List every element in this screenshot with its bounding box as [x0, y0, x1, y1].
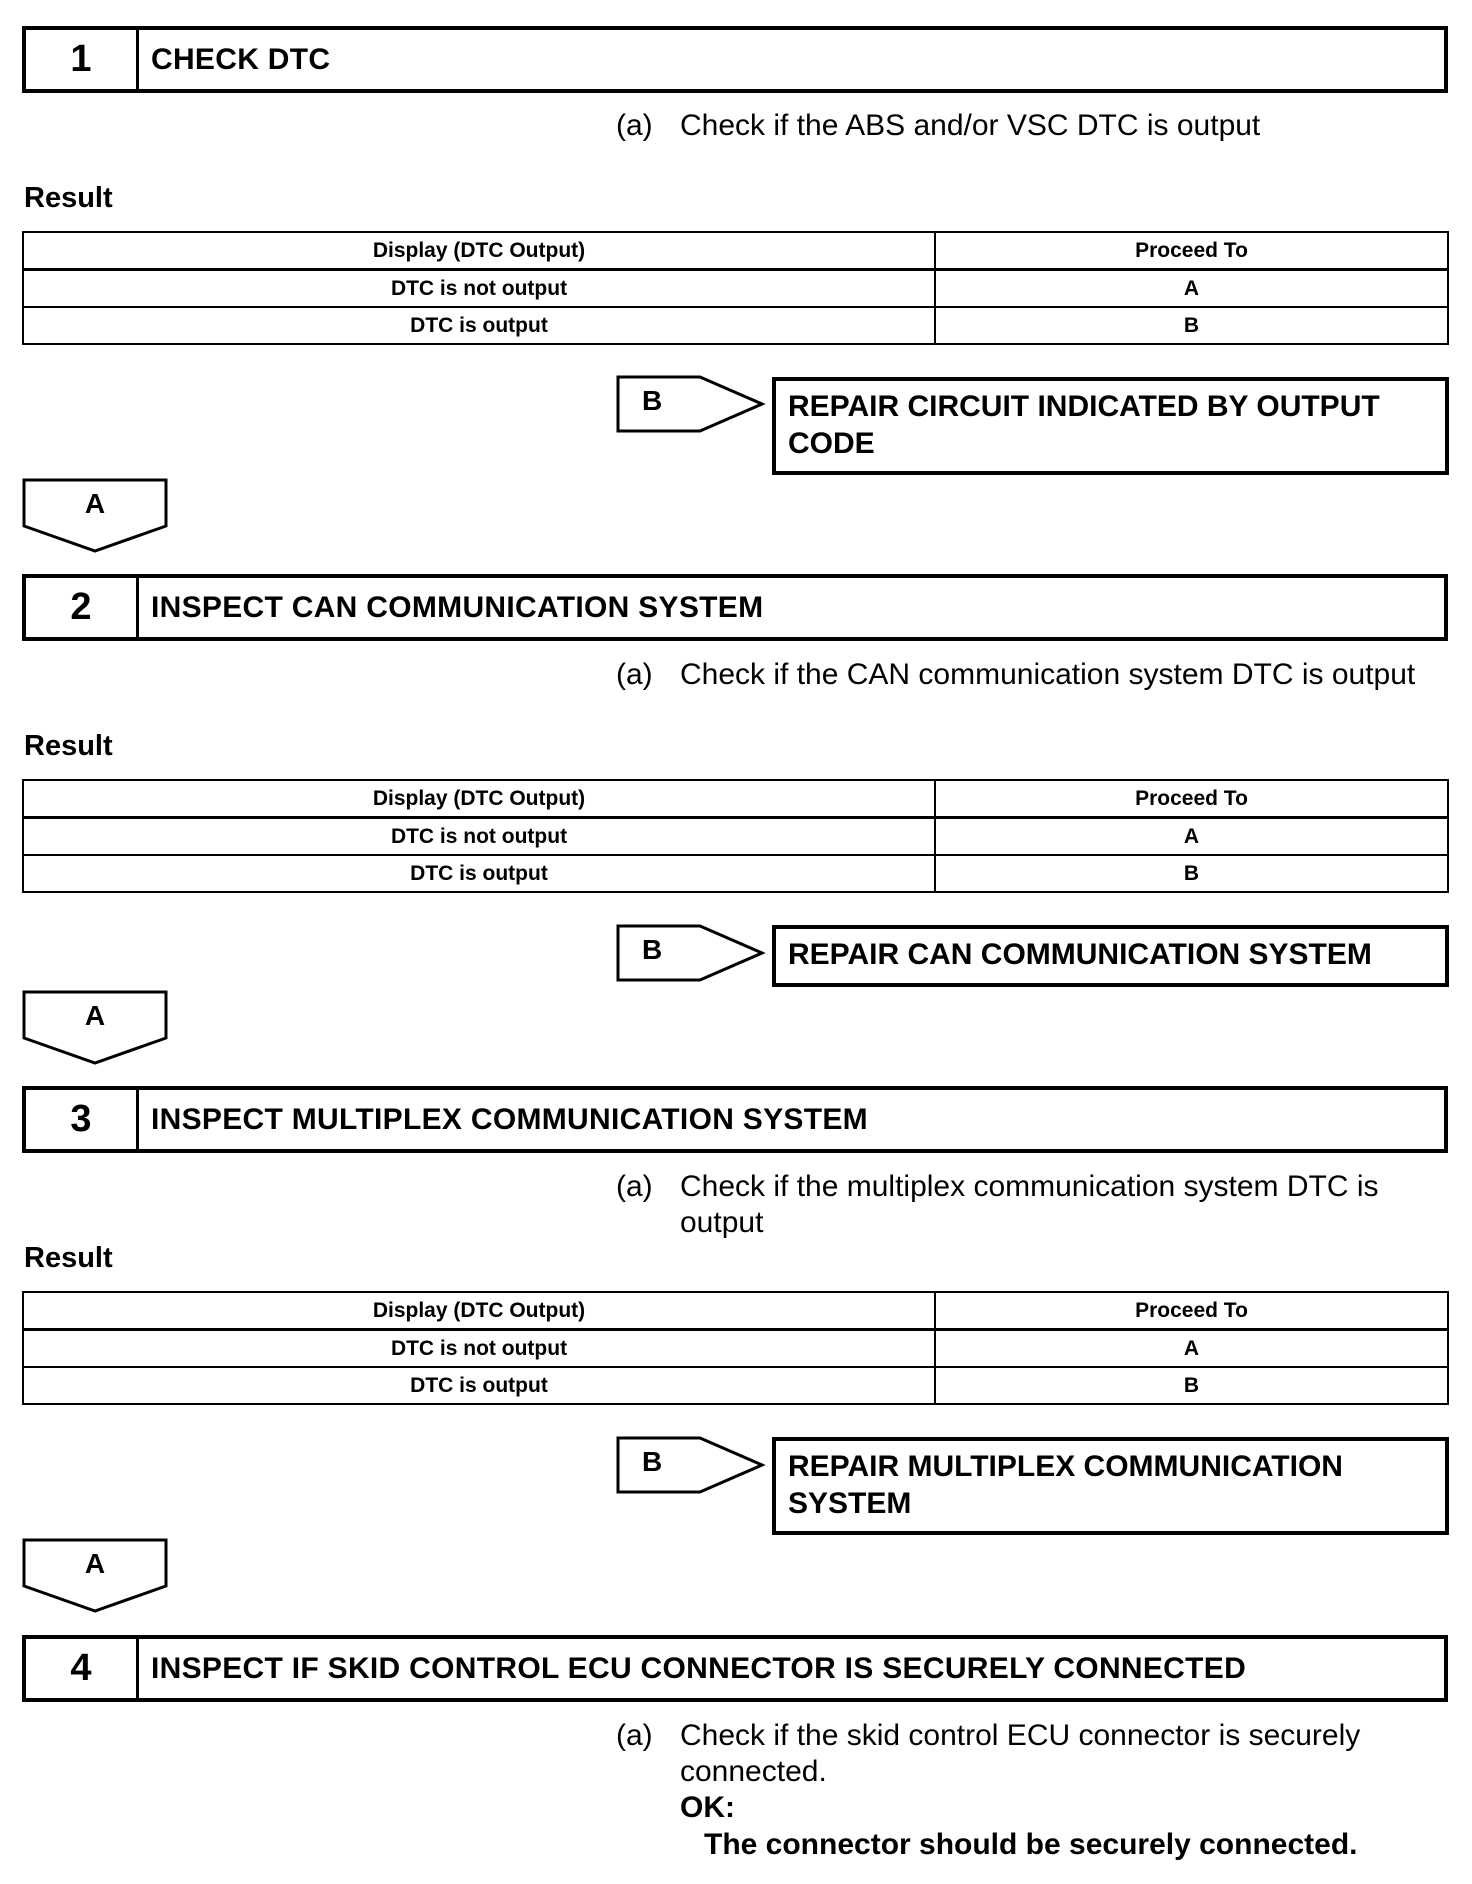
proceed-cell: A — [935, 270, 1448, 308]
branch-a-arrow — [22, 1538, 168, 1614]
table-header-row — [23, 1292, 1448, 1330]
instruction-text: Check if the CAN communication system DTC is output — [680, 658, 1416, 691]
table-row — [23, 818, 1448, 856]
repair-line: REPAIR CAN COMMUNICATION SYSTEM — [788, 938, 1372, 971]
ok-label: OK: — [680, 1791, 735, 1824]
table-row — [23, 307, 1448, 344]
step-title: INSPECT MULTIPLEX COMMUNICATION SYSTEM — [151, 1102, 868, 1136]
instruction-text: Check if the ABS and/or VSC DTC is output — [680, 109, 1261, 142]
instruction-label: (a) — [616, 658, 653, 691]
instruction-label: (a) — [616, 1719, 653, 1752]
branch-a-label: A — [84, 1000, 106, 1031]
branch-b-label: B — [642, 934, 663, 965]
instruction-text: connected. — [680, 1755, 827, 1788]
step-2-result-table — [22, 779, 1449, 893]
column-header-proceed: Proceed To — [935, 780, 1448, 818]
repair-line: REPAIR CIRCUIT INDICATED BY OUTPUT — [788, 390, 1380, 423]
result-label: Result — [24, 730, 113, 762]
branch-b-label: B — [642, 1446, 663, 1477]
step-3-result-table — [22, 1291, 1449, 1405]
step-number: 4 — [26, 1639, 139, 1698]
right-arrow-icon — [616, 924, 766, 982]
right-arrow-icon — [616, 375, 766, 433]
branch-a-arrow — [22, 478, 168, 554]
column-header-display: Display (DTC Output) — [23, 232, 935, 270]
step-2-header — [22, 574, 1448, 641]
display-cell: DTC is output — [23, 307, 935, 344]
step-number: 2 — [26, 578, 139, 637]
branch-a-label: A — [84, 488, 106, 519]
table-header-row — [23, 232, 1448, 270]
table-header-row — [23, 780, 1448, 818]
display-cell: DTC is not output — [23, 818, 935, 856]
step-1-header — [22, 26, 1448, 93]
step-title: CHECK DTC — [151, 42, 331, 76]
right-arrow-icon — [616, 1436, 766, 1494]
repair-line: REPAIR MULTIPLEX COMMUNICATION — [788, 1450, 1343, 1483]
branch-b-label: B — [642, 385, 663, 416]
instruction-label: (a) — [616, 109, 653, 142]
step-number: 3 — [26, 1090, 139, 1149]
repair-line: CODE — [788, 427, 875, 460]
instruction-label: (a) — [616, 1170, 653, 1203]
table-row — [23, 1367, 1448, 1404]
table-row — [23, 855, 1448, 892]
column-header-display: Display (DTC Output) — [23, 1292, 935, 1330]
result-label: Result — [24, 1242, 113, 1274]
branch-b-arrow — [616, 924, 766, 982]
column-header-proceed: Proceed To — [935, 1292, 1448, 1330]
proceed-cell: A — [935, 818, 1448, 856]
branch-a-arrow — [22, 990, 168, 1066]
repair-action-box — [772, 1437, 1449, 1535]
step-1-result-table — [22, 231, 1449, 345]
column-header-proceed: Proceed To — [935, 232, 1448, 270]
display-cell: DTC is not output — [23, 1330, 935, 1368]
instruction-text: Check if the skid control ECU connector is securely — [680, 1719, 1361, 1752]
column-header-display: Display (DTC Output) — [23, 780, 935, 818]
step-4-header — [22, 1635, 1448, 1702]
display-cell: DTC is output — [23, 855, 935, 892]
instruction-text: Check if the multiplex communication system DTC is — [680, 1170, 1379, 1203]
step-number: 1 — [26, 30, 139, 89]
proceed-cell: A — [935, 1330, 1448, 1368]
repair-action-box — [772, 377, 1449, 475]
instruction-text: output — [680, 1206, 764, 1239]
branch-a-label: A — [84, 1548, 106, 1579]
proceed-cell: B — [935, 1367, 1448, 1404]
ok-criteria-text: The connector should be securely connected. — [704, 1828, 1358, 1861]
display-cell: DTC is not output — [23, 270, 935, 308]
branch-b-arrow — [616, 1436, 766, 1494]
table-row — [23, 1330, 1448, 1368]
step-title: INSPECT CAN COMMUNICATION SYSTEM — [151, 590, 764, 624]
display-cell: DTC is output — [23, 1367, 935, 1404]
repair-action-box — [772, 925, 1449, 987]
result-label: Result — [24, 182, 113, 214]
branch-b-arrow — [616, 375, 766, 433]
proceed-cell: B — [935, 307, 1448, 344]
proceed-cell: B — [935, 855, 1448, 892]
table-row — [23, 270, 1448, 308]
repair-line: SYSTEM — [788, 1487, 912, 1520]
step-3-header — [22, 1086, 1448, 1153]
step-title: INSPECT IF SKID CONTROL ECU CONNECTOR IS SECURELY CONNECTED — [151, 1651, 1247, 1685]
